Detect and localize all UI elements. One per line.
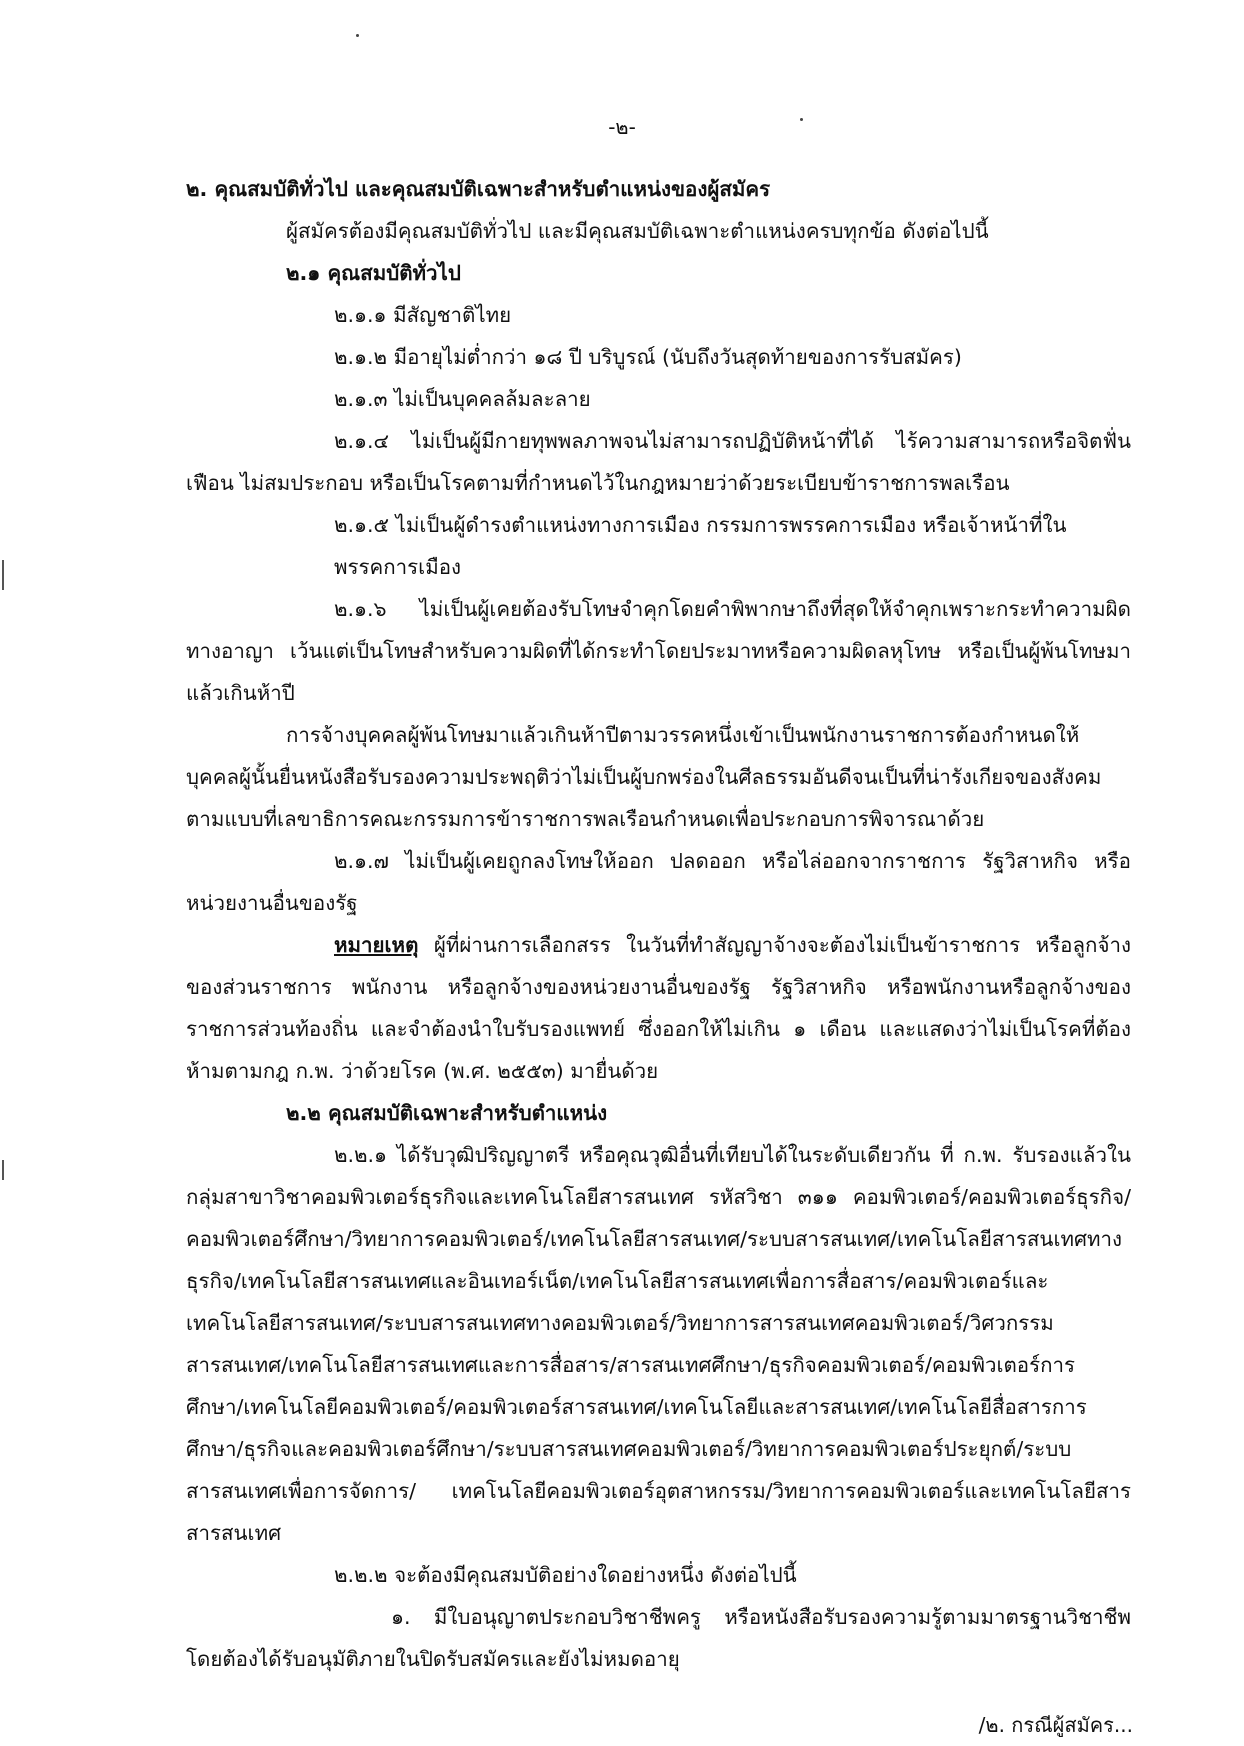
general-item-7: ๒.๑.๗ ไม่เป็นผู้เคยถูกลงโทษให้ออก ปลดออก หรือไล่ออกจากราชการ รัฐวิสาหกิจ หรือหน่วยงานอื่นของรัฐ xyxy=(186,849,1131,915)
specific-item-1: ๒.๒.๑ ได้รับวุฒิปริญญาตรี หรือคุณวุฒิอื่นที่เทียบได้ในระดับเดียวกัน ที่ ก.พ. รับรองแล้วในกลุ่มสาขาวิชาคอมพิวเตอร์ธุรกิจและเทคโนโลยีสารสนเทศ รหัสวิชา ๓๑๑ คอมพิวเตอร์/คอมพิวเตอร์ธุรกิจ/คอมพิวเตอร์ศึกษา/วิทยาการคอมพิวเตอร์/เทคโนโลยีสารสนเทศ/ระบบสารสนเทศ/เทคโนโลยีสารสนเทศทางธุรกิจ/เทคโนโลยีสารสนเทศและอินเทอร์เน็ต/เทคโนโลยีสารสนเทศเพื่อการสื่อสาร/คอมพิวเตอร์และเทคโนโลยีสารสนเทศ/ระบบสารสนเทศทางคอมพิวเตอร์/วิทยาการสารสนเทศคอมพิวเตอร์/วิศวกรรมสารสนเทศ/เทคโนโลยีสารสนเทศและการสื่อสาร/สารสนเทศศึกษา/ธุรกิจคอมพิวเตอร์/คอมพิวเตอร์การศึกษา/เทคโนโลยีคอมพิวเตอร์/คอมพิวเตอร์สารสนเทศ/เทคโนโลยีและสารสนเทศ/เทคโนโลยีสื่อสารการศึกษา/ธุรกิจและคอมพิวเตอร์ศึกษา/ระบบสารสนเทศคอมพิวเตอร์/วิทยาการคอมพิวเตอร์ประยุกต์/ระบบสารสนเทศเพื่อการจัดการ/ เทคโนโลยีคอมพิวเตอร์อุตสาหกรรม/วิทยาการคอมพิวเตอร์และเทคโนโลยีสารสารสนเทศ xyxy=(186,1143,1131,1545)
page-number: -๒- xyxy=(608,115,636,139)
remark-text: ผู้ที่ผ่านการเลือกสรร ในวันที่ทำสัญญาจ้างจะต้องไม่เป็นข้าราชการ หรือลูกจ้างของส่วนราชการ พนักงาน หรือลูกจ้างของหน่วยงานอื่นของรัฐ รัฐวิสาหกิจ หรือพนักงานหรือลูกจ้างของราชการส่วนท้องถิ่น และจำต้องนำใบรับรองแพทย์ ซึ่งออกให้ไม่เกิน ๑ เดือน และแสดงว่าไม่เป็นโรคที่ต้องห้ามตามกฎ ก.พ. ว่าด้วยโรค (พ.ศ. ๒๕๕๓) มายื่นด้วย xyxy=(186,933,1131,1083)
intro-paragraph: ผู้สมัครต้องมีคุณสมบัติทั่วไป และมีคุณสมบัติเฉพาะตำแหน่งครบทุกข้อ ดังต่อไปนี้ xyxy=(286,219,989,243)
general-item-2: ๒.๑.๒ มีอายุไม่ต่ำกว่า ๑๘ ปี บริบูรณ์ (นับถึงวันสุดท้ายของการรับสมัคร) xyxy=(334,345,962,369)
remark-paragraph xyxy=(186,924,1131,1092)
general-item-6: ๒.๑.๖ ไม่เป็นผู้เคยต้องรับโทษจำคุกโดยคำพิพากษาถึงที่สุดให้จำคุกเพราะกระทำความผิดทางอาญา เว้นแต่เป็นโทษสำหรับความผิดที่ได้กระทำโดยประมาทหรือความผิดลหุโทษ หรือเป็นผู้พ้นโทษมาแล้วเกินห้าปี xyxy=(186,597,1131,705)
general-item-4: ๒.๑.๔ ไม่เป็นผู้มีกายทุพพลภาพจนไม่สามารถปฏิบัติหน้าที่ได้ ไร้ความสามารถหรือจิตฟั่นเฟือน ไม่สมประกอบ หรือเป็นโรคตามที่กำหนดไว้ในกฎหมายว่าด้วยระเบียบข้าราชการพลเรือน xyxy=(186,429,1131,495)
general-item-5: ๒.๑.๕ ไม่เป็นผู้ดำรงตำแหน่งทางการเมือง กรรมการพรรคการเมือง หรือเจ้าหน้าที่ในพรรคการเมือง xyxy=(334,513,1067,579)
specific-item-2: ๒.๒.๒ จะต้องมีคุณสมบัติอย่างใดอย่างหนึ่ง ดังต่อไปนี้ xyxy=(334,1563,797,1587)
general-item-6-note: การจ้างบุคคลผู้พ้นโทษมาแล้วเกินห้าปีตามวรรคหนึ่งเข้าเป็นพนักงานราชการต้องกำหนดให้บุคคลผู้นั้นยื่นหนังสือรับรองความประพฤติว่าไม่เป็นผู้บกพร่องในศีลธรรมอันดีจนเป็นที่น่ารังเกียจของสังคม ตามแบบที่เลขาธิการคณะกรรมการข้าราชการพลเรือนกำหนดเพื่อประกอบการพิจารณาด้วย xyxy=(186,723,1102,831)
specific-item-2-sub-1: ๑. มีใบอนุญาตประกอบวิชาชีพครู หรือหนังสือรับรองความรู้ตามมาตรฐานวิชาชีพโดยต้องได้รับอนุมัติภายในปิดรับสมัครและยังไม่หมดอายุ xyxy=(186,1605,1131,1671)
scan-speck xyxy=(356,34,359,37)
remark-label: หมายเหตุ xyxy=(334,933,419,957)
specific-qualifications-heading: ๒.๒ คุณสมบัติเฉพาะสำหรับตำแหน่ง xyxy=(286,1101,608,1125)
general-item-1: ๒.๑.๑ มีสัญชาติไทย xyxy=(334,303,512,327)
section-title: ๒. คุณสมบัติทั่วไป และคุณสมบัติเฉพาะสำหรับตำแหน่งของผู้สมัคร xyxy=(186,177,771,201)
scan-edge-mark xyxy=(2,1160,4,1180)
general-qualifications-heading: ๒.๑ คุณสมบัติทั่วไป xyxy=(286,261,461,285)
general-item-3: ๒.๑.๓ ไม่เป็นบุคคลล้มละลาย xyxy=(334,387,591,411)
document-body xyxy=(186,168,1131,1680)
scan-edge-mark xyxy=(2,560,4,590)
continuation-text: /๒. กรณีผู้สมัคร... xyxy=(978,1713,1133,1737)
